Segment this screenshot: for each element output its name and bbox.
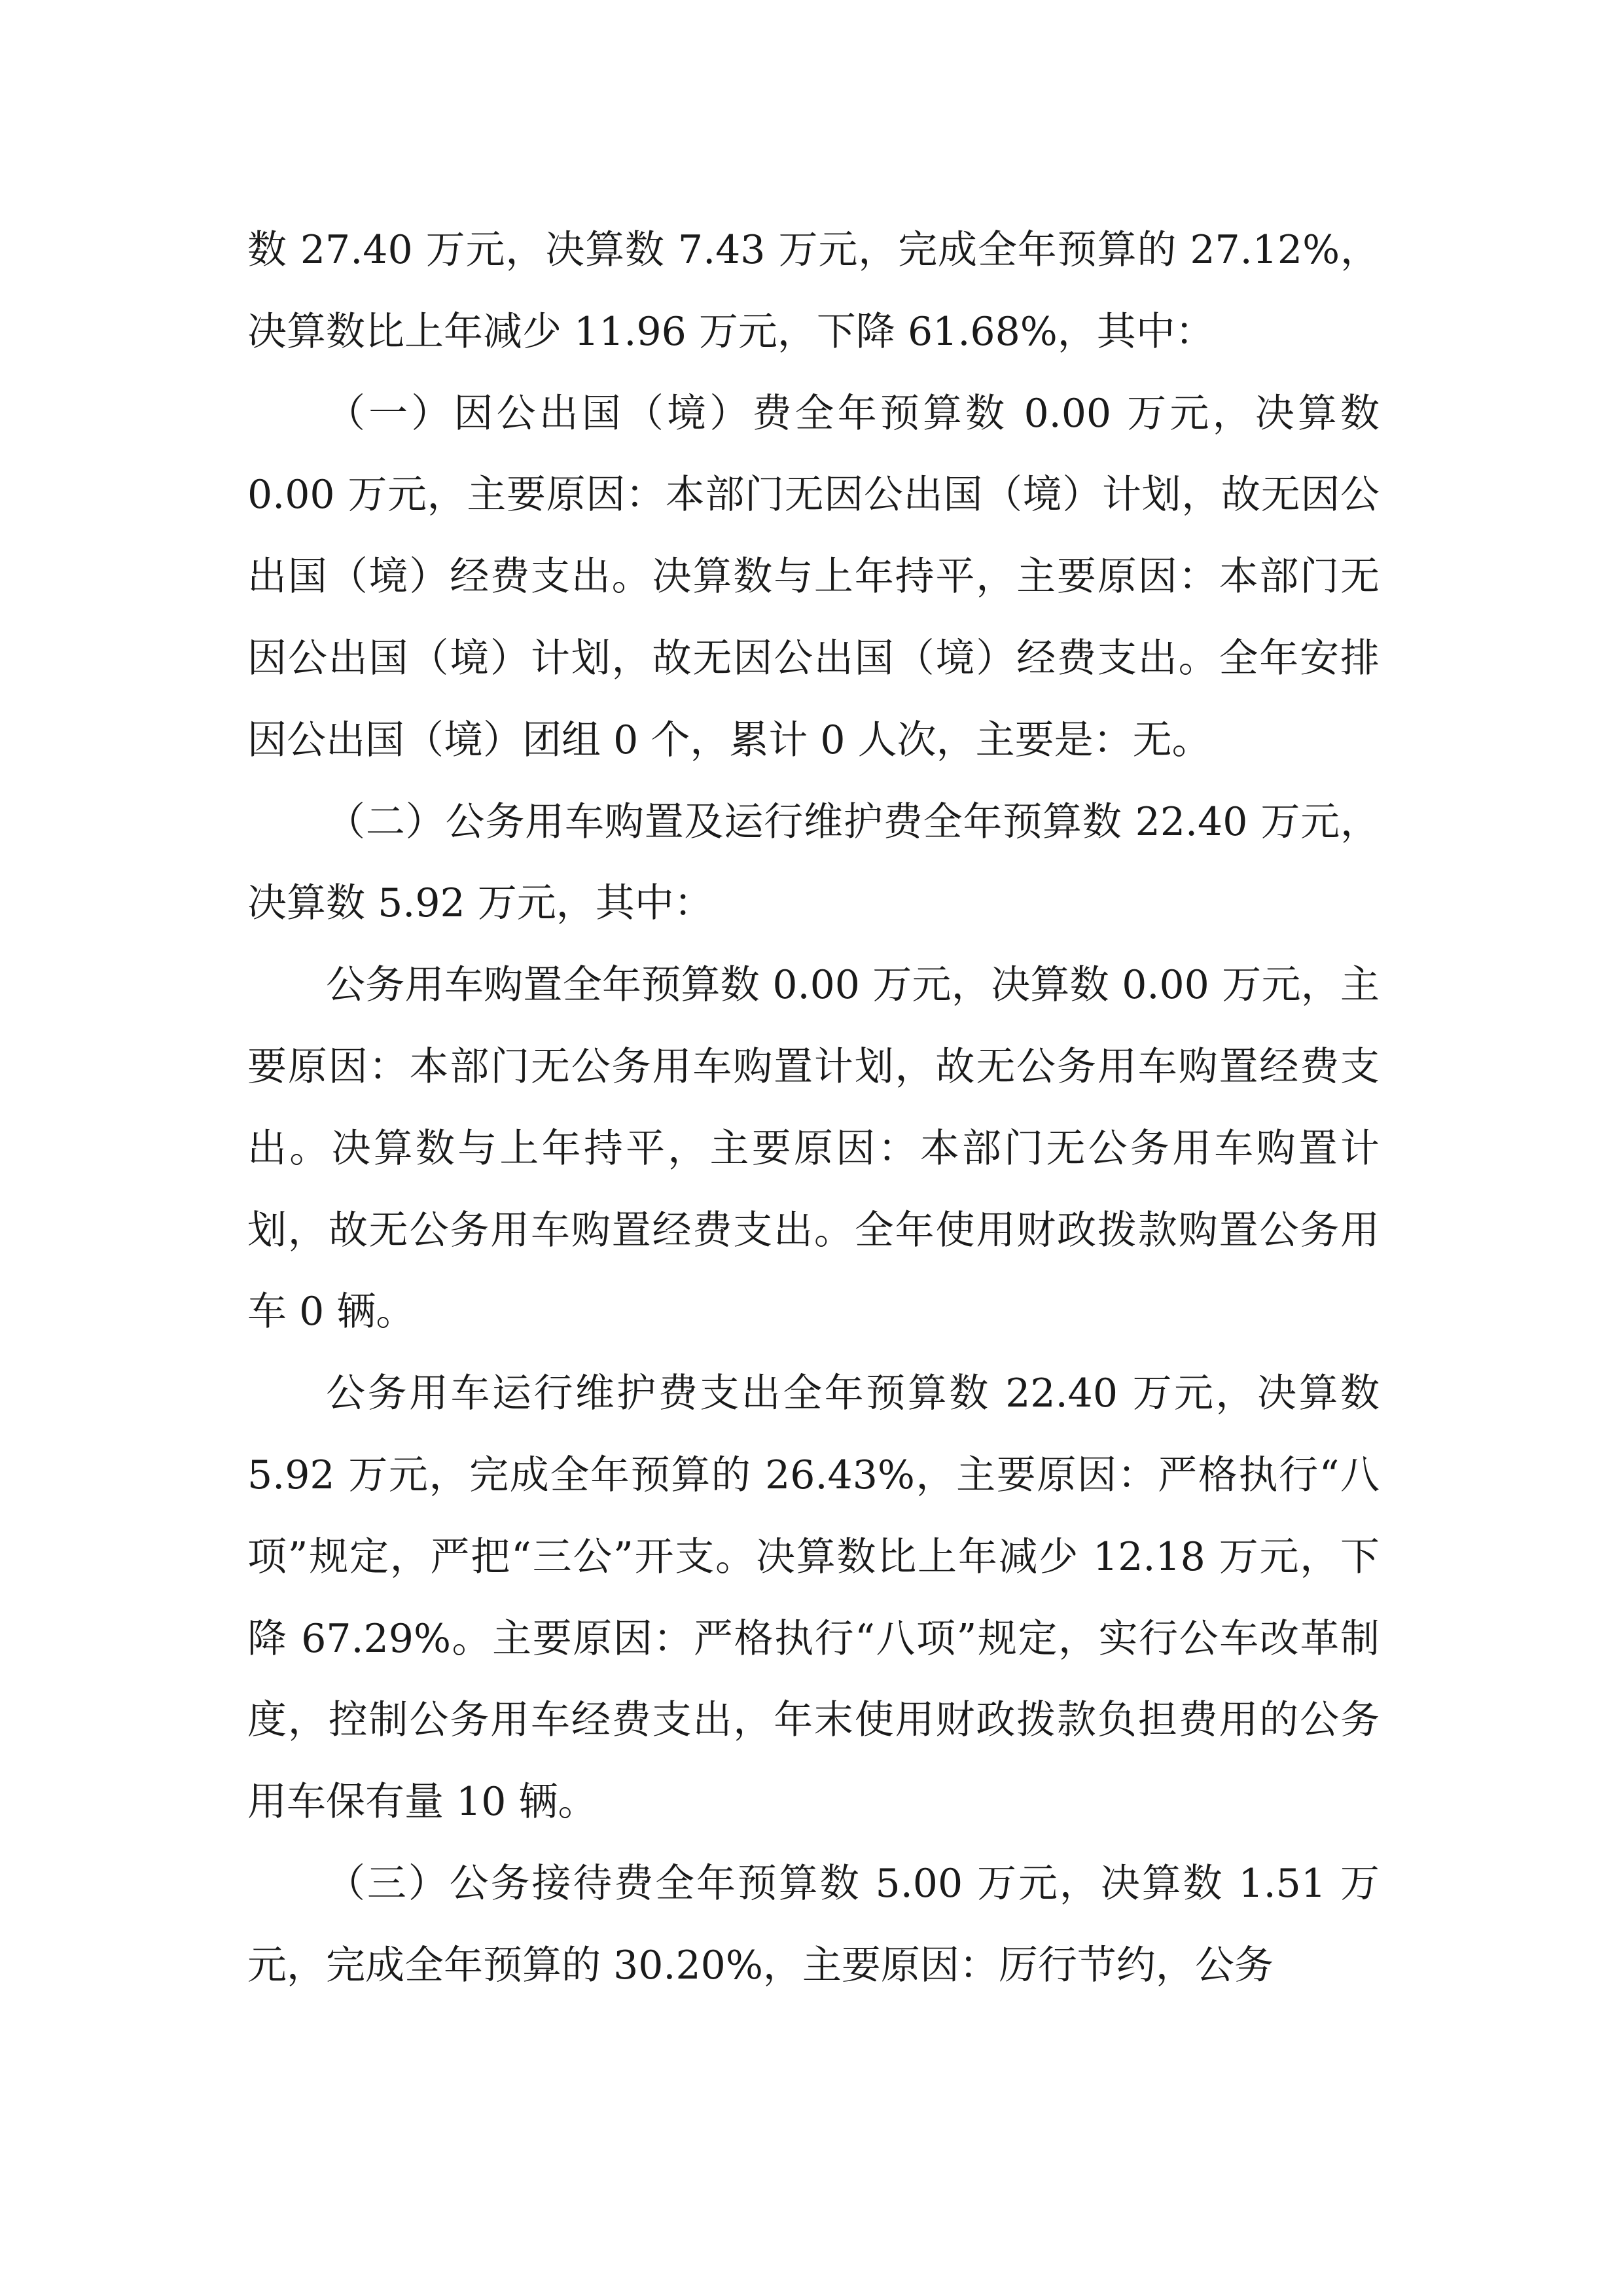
paragraph-continuation: 数 27.40 万元，决算数 7.43 万元，完成全年预算的 27.12%，决算数比上年减少 11.96 万元，下降 61.68%，其中：: [247, 227, 1380, 355]
paragraph-vehicle-maintenance: 公务用车运行维护费支出全年预算数 22.40 万元，决算数 5.92 万元，完成全年预算的 26.43%，主要原因：严格执行“八项”规定，严把“三公”开支。决算数比上年减少 12.18 万元，下降 67.29%。主要原因：严格执行“八项”规定，实行公车改革制度，控制公务用车经费支出，年末使用财政拨款负担费用的公务用车保有量 10 辆。: [247, 1371, 1380, 1825]
paragraph-overseas-travel: （一）因公出国（境）费全年预算数 0.00 万元，决算数 0.00 万元，主要原因：本部门无因公出国（境）计划，故无因公出国（境）经费支出。决算数与上年持平，主要原因：本部门无因公出国（境）计划，故无因公出国（境）经费支出。全年安排因公出国（境）团组 0 个，累计 0 人次，主要是：无。: [247, 390, 1380, 763]
paragraph-vehicle-purchase: 公务用车购置全年预算数 0.00 万元，决算数 0.00 万元，主要原因：本部门无公务用车购置计划，故无公务用车购置经费支出。决算数与上年持平，主要原因：本部门无公务用车购置计划，故无公务用车购置经费支出。全年使用财政拨款购置公务用车 0 辆。: [247, 962, 1380, 1335]
paragraph-vehicle-summary: （二）公务用车购置及运行维护费全年预算数 22.40 万元，决算数 5.92 万元，其中：: [247, 798, 1380, 927]
document-body: [247, 209, 1380, 2007]
paragraph-reception: （三）公务接待费全年预算数 5.00 万元，决算数 1.51 万元，完成全年预算的 30.20%，主要原因：厉行节约，公务: [247, 1860, 1380, 1988]
